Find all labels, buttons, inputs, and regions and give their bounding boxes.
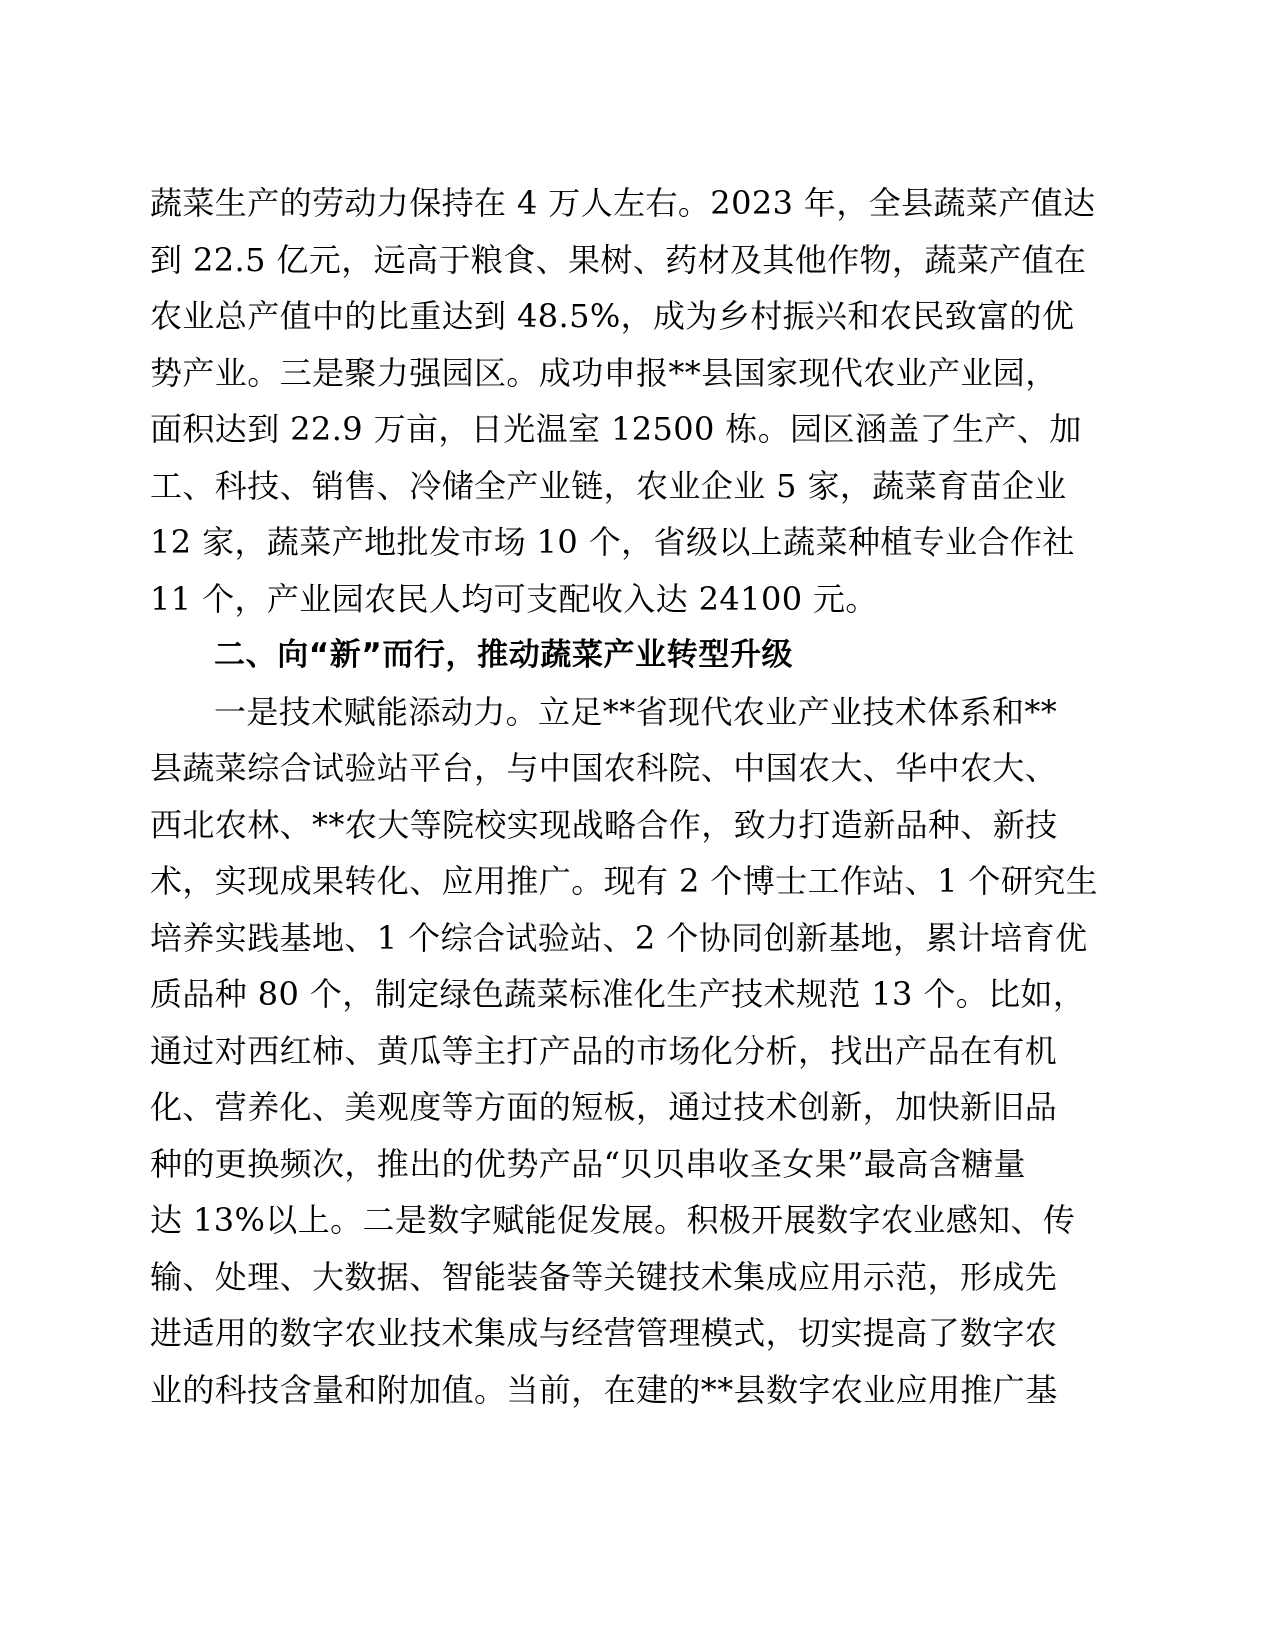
text-line: 术，实现成果转化、应用推广。现有 2 个博士工作站、1 个研究生 [150,862,1099,900]
text-line: 12 家，蔬菜产地批发市场 10 个，省级以上蔬菜种植专业合作社 [150,523,1075,561]
paragraph-1 [150,175,1096,627]
text-line: 输、处理、大数据、智能装备等关键技术集成应用示范，形成先 [150,1257,1058,1296]
text-line: 达 13%以上。二是数字赋能促发展。积极开展数字农业感知、传 [150,1201,1076,1239]
paragraph-2 [150,684,1099,1419]
text-line: 11 个，产业园农民人均可支配收入达 24100 元。 [150,579,878,618]
text-line: 化、营养化、美观度等方面的短板，通过技术创新，加快新旧品 [150,1088,1058,1126]
text-line: 一是技术赋能添动力。立足**省现代农业产业技术体系和** [214,692,1058,731]
text-line: 蔬菜生产的劳动力保持在 4 万人左右。2023 年，全县蔬菜产值达 [150,184,1096,222]
text-line: 势产业。三是聚力强园区。成功申报**县国家现代农业产业园， [150,353,1058,392]
text-line: 县蔬菜综合试验站平台，与中国农科院、中国农大、华中农大、 [150,749,1058,787]
section-heading: 二、向“新”而行，推动蔬菜产业转型升级 [214,637,794,673]
document-body [150,175,1099,1418]
text-line: 业的科技含量和附加值。当前，在建的**县数字农业应用推广基 [150,1370,1058,1409]
text-line: 工、科技、销售、冷储全产业链，农业企业 5 家，蔬菜育苗企业 [150,466,1067,505]
text-line: 农业总产值中的比重达到 48.5%，成为乡村振兴和农民致富的优 [150,297,1075,335]
text-line: 到 22.5 亿元，远高于粮食、果树、药材及其他作物，蔬菜产值在 [150,240,1087,279]
text-line: 质品种 80 个，制定绿色蔬菜标准化生产技术规范 13 个。比如， [150,975,1086,1013]
text-line: 种的更换频次，推出的优势产品“贝贝串收圣女果”最高含糖量 [150,1144,1026,1183]
text-line: 培养实践基地、1 个综合试验站、2 个协同创新基地，累计培育优 [150,918,1088,957]
text-line: 通过对西红柿、黄瓜等主打产品的市场化分析，找出产品在有机 [150,1031,1058,1070]
text-line: 西北农林、**农大等院校实现战略合作，致力打造新品种、新技 [150,805,1058,844]
text-line: 进适用的数字农业技术集成与经营管理模式，切实提高了数字农 [150,1314,1058,1352]
text-line: 面积达到 22.9 万亩，日光温室 12500 栋。园区涵盖了生产、加 [150,410,1082,448]
